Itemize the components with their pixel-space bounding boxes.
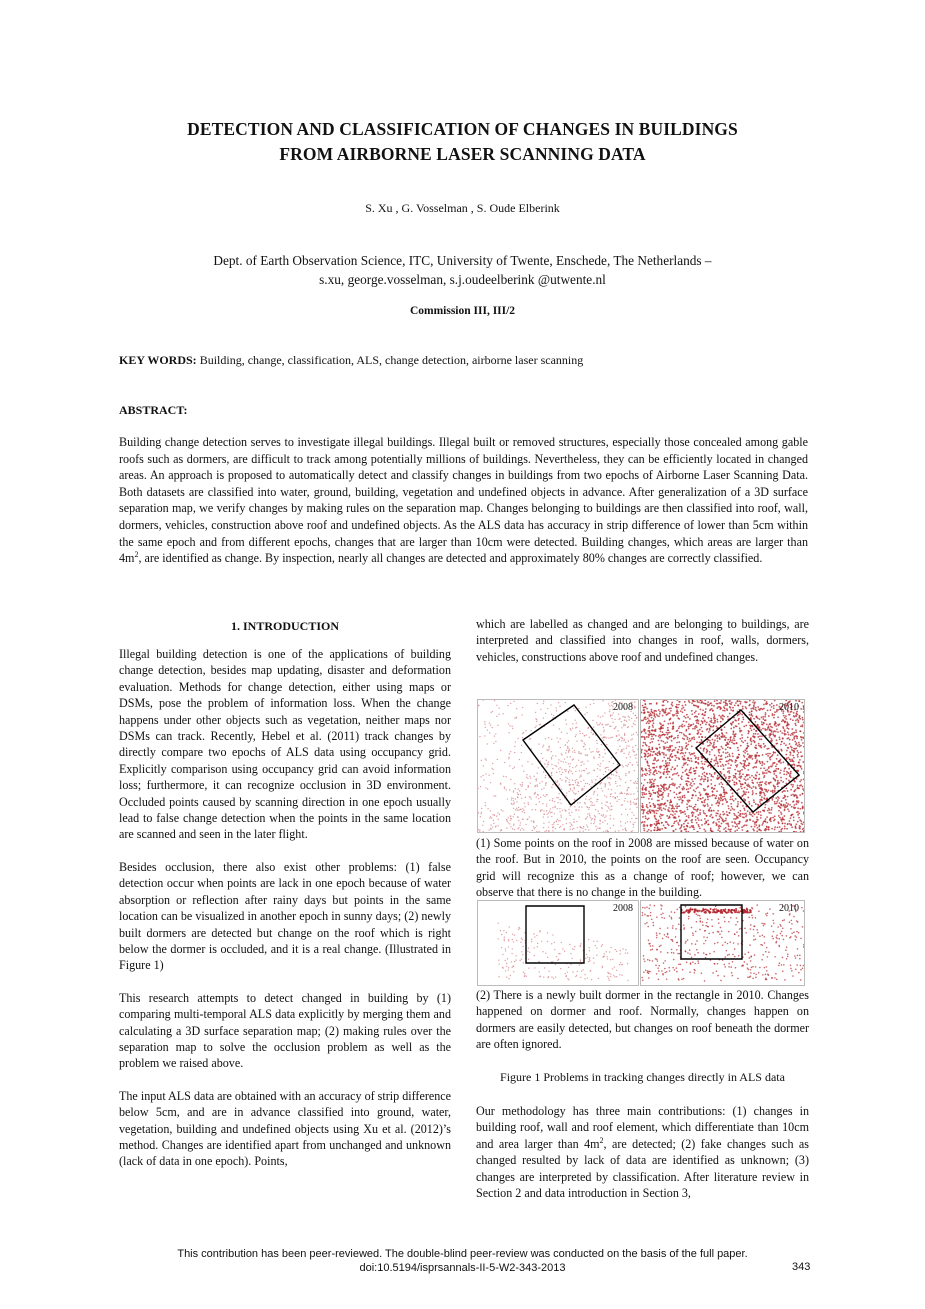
- figure-subcaption-1: (1) Some points on the roof in 2008 are missed because of water on the roof. But in 2010, the points on the roof are seen. Occupancy grid will recognize this as a change of roof; however, we can observe that there is no change in the building.: [476, 836, 809, 900]
- left-column: [119, 646, 451, 1170]
- page-number: 343: [792, 1261, 811, 1273]
- section-heading-introduction: 1. INTRODUCTION: [230, 619, 339, 633]
- figure-caption: Figure 1 Problems in tracking changes directly in ALS data: [500, 1070, 785, 1084]
- right-column-bottom: [476, 1103, 809, 1201]
- figure-panel-2010-b: [640, 900, 805, 986]
- paragraph: [476, 1103, 809, 1201]
- change-rectangle: [526, 906, 584, 963]
- paragraph-superscript: 2: [599, 1135, 604, 1145]
- paragraph-part-2: , are detected; (2) fake changes such as changed resulted by lack of data are identified as unknown; (3) changes are interpreted by classification. After literature review in Section 2 and data introduction in Section 3,: [476, 1136, 809, 1201]
- paragraph: The input ALS data are obtained with an accuracy of strip difference below 5cm, and are in advance classified into ground, water, vegetation, building and undefined objects using Xu et al. (2012)’s method. Changes are identified apart from unchanged and unknown (lack of data in one epoch). Points,: [119, 1088, 451, 1169]
- figure-panel-2008-b: [477, 900, 639, 986]
- figure-year-label: 2010: [779, 903, 799, 914]
- paragraph: which are labelled as changed and are belonging to buildings, are interpreted and classified into changes in roof, walls, dormers, vehicles, constructions above roof and undefined changes.: [476, 617, 809, 664]
- affiliation: [60, 251, 865, 289]
- figure-year-label: 2010: [779, 702, 799, 713]
- title-line-1: DETECTION AND CLASSIFICATION OF CHANGES IN BUILDINGS: [187, 119, 738, 139]
- footer-review-note: This contribution has been peer-reviewed. The double-blind peer-review was conducted on the basis of the full paper.: [177, 1248, 748, 1260]
- affiliation-emails: s.xu, george.vosselman, s.j.oudeelberink @utwente.nl: [319, 272, 606, 287]
- point-cloud-image: [478, 700, 638, 832]
- paragraph: This research attempts to detect changed in building by (1) comparing multi-temporal ALS data explicitly by merging them and calculating a 3D surface separation map; (2) making rules over the separation map to solve the occlusion problem as well as the problem we raised above.: [119, 990, 451, 1071]
- affiliation-line-1: Dept. of Earth Observation Science, ITC, University of Twente, Enschede, The Netherlands –: [213, 253, 712, 268]
- figure-subcaption-2: (2) There is a newly built dormer in the rectangle in 2010. Changes happened on dormer and roof. Normally, changes happen on dormers are easily detected, but changes on roof beneath the dormer are often ignored.: [476, 988, 809, 1052]
- paragraph: Illegal building detection is one of the applications of building change detection, besides map updating, disaster and deformation evaluation. Methods for change detection, either using maps or DSMs, pose the problem of information loss. When the change happens under other objects such as vegetation, neither maps nor DSMs can track. Recently, Hebel et al. (2011) track changes by directly compare two epochs of ALS data using occupancy grid. Explicitly comparison using occupancy grid can avoid information loss; furthermore, it can recognize occlusion in 3D environment. Occluded points caused by scanning direction in one epoch usually lead to false change detection when the points in the same location are scanned and seen in the later flight.: [119, 647, 451, 842]
- footer-doi: doi:10.5194/isprsannals-II-5-W2-343-2013: [359, 1262, 566, 1274]
- figure-year-label: 2008: [613, 702, 633, 713]
- keywords-list: Building, change, classification, ALS, change detection, airborne laser scanning: [199, 353, 584, 367]
- keywords-label: KEY WORDS:: [119, 353, 197, 367]
- point-cloud-image: [641, 700, 804, 832]
- figure-panel-2008-a: [477, 699, 639, 833]
- page-footer: [60, 1247, 865, 1275]
- figure-year-label: 2008: [613, 903, 633, 914]
- commission: Commission III, III/2: [409, 305, 516, 317]
- abstract-superscript: 2: [134, 550, 139, 560]
- paragraph-part-1: Our methodology has three main contributions: (1) changes in building roof, wall and roof element, which differentiate than 10cm and area larger than 4m: [476, 1104, 809, 1151]
- keywords: [119, 353, 819, 368]
- change-rectangle: [523, 705, 620, 805]
- abstract-heading: ABSTRACT:: [119, 403, 188, 417]
- paper-title: [60, 117, 865, 167]
- abstract-part-1: Building change detection serves to investigate illegal buildings. Illegal built or removed structures, especially those concealed among gable roofs such as dormers, are difficult to track among potentially millions of buildings. Nevertheless, they can be efficiently located in changed areas. An approach is proposed to automatically detect and classify changes in buildings from two epochs of Airborne Laser Scanning Data. Both datasets are classified into water, ground, building, vegetation and undefined objects in advance. After generalization of a 3D surface separation map, we verify changes by making rules on the separation map. Changes belonging to buildings are then classified into roof, wall, dormers, vehicles, construction above roof and undefined objects. As the ALS data has accuracy in strip difference of lower than 5cm within the same epoch and from different epochs, changes that are larger than 10cm were detected. Building changes, which areas are larger than 4m: [119, 435, 808, 566]
- authors: S. Xu , G. Vosselman , S. Oude Elberink: [365, 201, 560, 215]
- figure-panel-2010-a: [640, 699, 805, 833]
- title-line-2: FROM AIRBORNE LASER SCANNING DATA: [279, 144, 646, 164]
- right-column-top: [476, 616, 809, 665]
- abstract-part-2: , are identified as change. By inspection, nearly all changes are detected and approximately 80% changes are correctly classified.: [138, 551, 763, 566]
- paragraph: Besides occlusion, there also exist other problems: (1) false detection occur when points are lack in one epoch because of water absorption or reflection after rainy days but points in the same location can be visualized in another epoch in sunny days; (2) newly built dormers are detected but change on the roof which is right below the dormer is occluded, and it is a real change. (Illustrated in Figure 1): [119, 859, 451, 973]
- abstract-text: [119, 434, 808, 567]
